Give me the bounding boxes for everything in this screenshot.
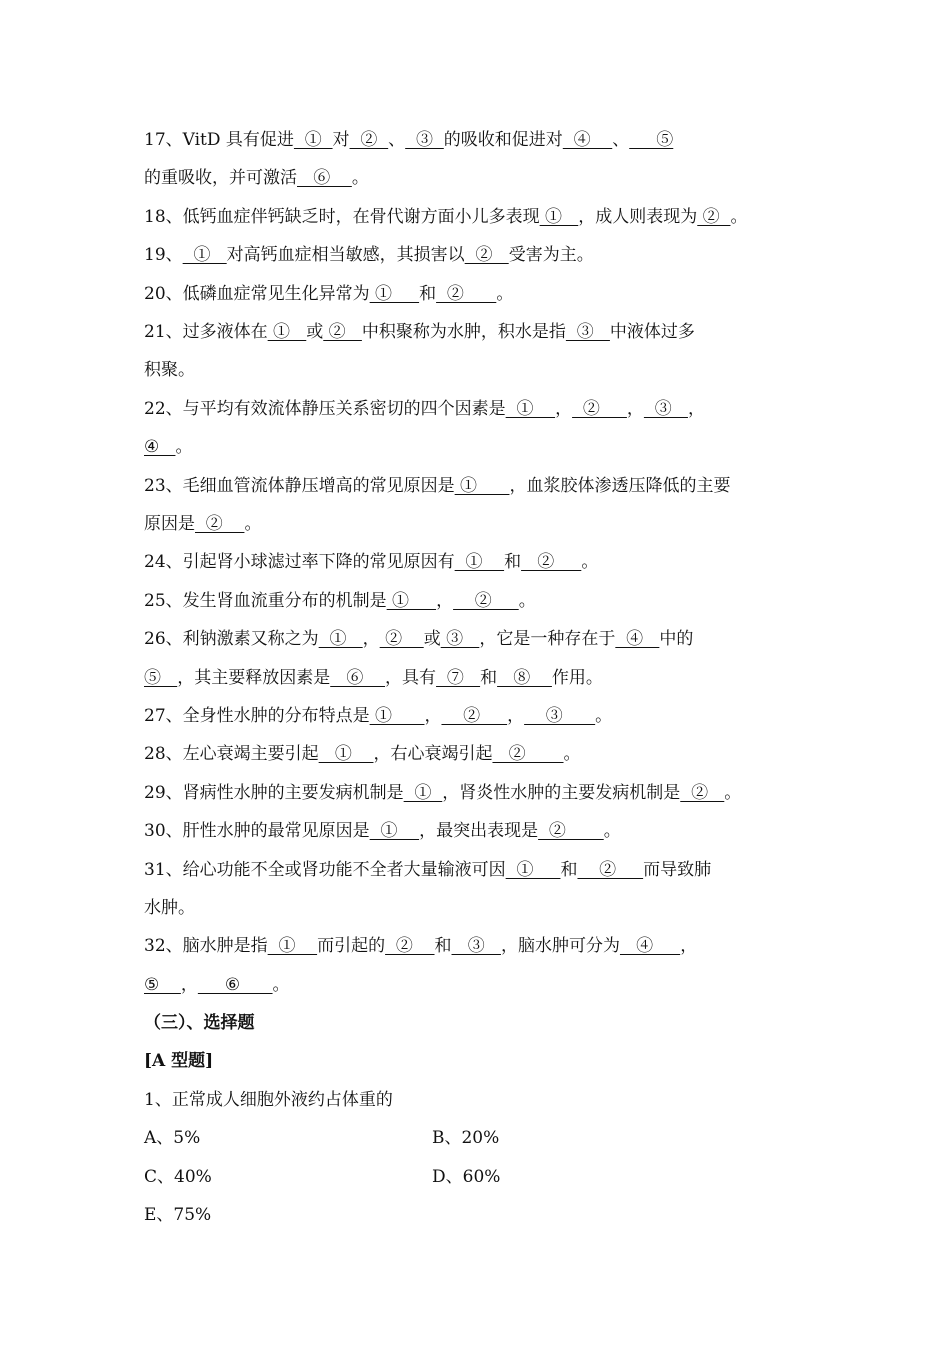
question-25: 25、发生肾血流重分布的机制是 ① ， ② 。 — [144, 591, 536, 611]
mcq-1-option-b: B、20% — [432, 1128, 500, 1148]
blank: ① — [369, 821, 420, 841]
blank: ② — [464, 245, 509, 265]
blank: ① — [454, 552, 505, 572]
blank: ① — [182, 245, 227, 265]
subsection-title: [A 型题] — [144, 1051, 214, 1071]
blank: ③ — [440, 629, 480, 649]
blank: ② — [379, 629, 424, 649]
blank: ⑤ — [144, 668, 178, 688]
blank: ② — [572, 399, 627, 419]
blank: ② — [538, 821, 604, 841]
question-23-line-1: 23、毛细血管流体静压增高的常见原因是 ① ，血浆胶体渗透压降低的主要 — [144, 476, 731, 496]
question-19: 19、 ① 对高钙血症相当敏感，其损害以 ② 受害为主。 — [144, 245, 594, 265]
blank: ② — [453, 591, 519, 611]
blank: ④ — [619, 936, 681, 956]
blank: ① — [293, 130, 333, 150]
blank: ⑥ — [197, 975, 273, 995]
blank: ⑥ — [297, 168, 352, 188]
question-32-line-2: ⑤ ， ⑥ 。 — [144, 975, 290, 995]
blank: ② — [436, 284, 497, 304]
blank: ③ — [405, 130, 444, 150]
blank: ④ — [562, 130, 613, 150]
blank: ③ — [524, 706, 596, 726]
blank: ③ — [451, 936, 501, 956]
question-32-line-1: 32、脑水肿是指 ① 而引起的 ② 和 ③ ，脑水肿可分为 ④ ， — [144, 936, 698, 956]
blank: ② — [385, 936, 435, 956]
question-22-line-1: 22、与平均有效流体静压关系密切的四个因素是 ① ， ② ， ③ ， — [144, 399, 705, 419]
question-31-line-2: 水肿。 — [144, 898, 195, 918]
blank: ① — [267, 936, 318, 956]
blank: ① — [505, 860, 561, 880]
question-29: 29、肾病性水肿的主要发病机制是 ① ，肾炎性水肿的主要发病机制是 ② 。 — [144, 783, 742, 803]
blank: ② — [492, 744, 564, 764]
question-22-line-2: ④ 。 — [144, 437, 193, 457]
blank: ③ — [643, 399, 688, 419]
question-21-line-1: 21、过多液体在 ① 或 ② 中积聚称为水肿，积水是指 ③ 中液体过多 — [144, 322, 695, 342]
blank: ① — [539, 207, 579, 227]
blank: ① — [386, 591, 437, 611]
blank: ① — [318, 629, 363, 649]
mcq-1-option-e: E、75% — [144, 1205, 212, 1225]
question-17-line-2: 的重吸收，并可激活 ⑥ 。 — [144, 168, 369, 188]
question-24: 24、引起肾小球滤过率下降的常见原因有 ① 和 ② 。 — [144, 552, 599, 572]
blank: ② — [195, 514, 245, 534]
question-18: 18、低钙血症伴钙缺乏时，在骨代谢方面小儿多表现 ① ，成人则表现为 ② 。 — [144, 207, 748, 227]
blank: ⑥ — [330, 668, 386, 688]
blank: ⑦ — [436, 668, 481, 688]
blank: ④ — [144, 437, 176, 457]
question-20: 20、低磷血症常见生化异常为 ① 和 ② 。 — [144, 284, 514, 304]
blank: ① — [454, 476, 510, 496]
blank: ③ — [565, 322, 610, 342]
blank: ② — [349, 130, 389, 150]
mcq-1-option-d: D、60% — [432, 1167, 501, 1187]
section-title: （三）、选择题 — [144, 1013, 255, 1033]
question-21-line-2: 积聚。 — [144, 360, 195, 380]
blank: ② — [441, 706, 508, 726]
blank: ② — [697, 207, 731, 227]
blank: ④ — [615, 629, 660, 649]
blank: ① — [403, 783, 443, 803]
blank: ① — [505, 399, 556, 419]
blank: ⑤ — [629, 130, 674, 150]
blank: ⑧ — [497, 668, 552, 688]
question-26-line-2: ⑤ ，其主要释放因素是 ⑥ ，具有 ⑦ 和 ⑧ 作用。 — [144, 668, 603, 688]
blank: ① — [369, 284, 420, 304]
mcq-1-question: 1、正常成人细胞外液约占体重的 — [144, 1090, 393, 1110]
question-30: 30、肝性水肿的最常见原因是 ① ，最突出表现是 ② 。 — [144, 821, 621, 841]
blank: ② — [323, 322, 362, 342]
question-28: 28、左心衰竭主要引起 ① ，右心衰竭引起 ② 。 — [144, 744, 581, 764]
blank: ① — [267, 322, 307, 342]
question-23-line-2: 原因是 ② 。 — [144, 514, 262, 534]
mcq-1-option-c: C、40% — [144, 1167, 212, 1187]
mcq-1-option-a: A、5% — [144, 1128, 201, 1148]
blank: ② — [680, 783, 725, 803]
question-26-line-1: 26、利钠激素又称之为 ① ， ② 或 ③ ，它是一种存在于 ④ 中的 — [144, 629, 694, 649]
blank: ① — [369, 706, 425, 726]
blank: ② — [521, 552, 582, 572]
question-31-line-1: 31、给心功能不全或肾功能不全者大量输液可因 ① 和 ② 而导致肺 — [144, 860, 712, 880]
blank: ② — [577, 860, 644, 880]
blank: ① — [318, 744, 374, 764]
question-17-line-1: 17、VitD 具有促进 ① 对 ② 、 ③ 的吸收和促进对 ④ 、 ⑤ — [144, 130, 674, 150]
blank: ⑤ — [144, 975, 181, 995]
question-27: 27、全身性水肿的分布特点是 ① ， ② ， ③ 。 — [144, 706, 613, 726]
